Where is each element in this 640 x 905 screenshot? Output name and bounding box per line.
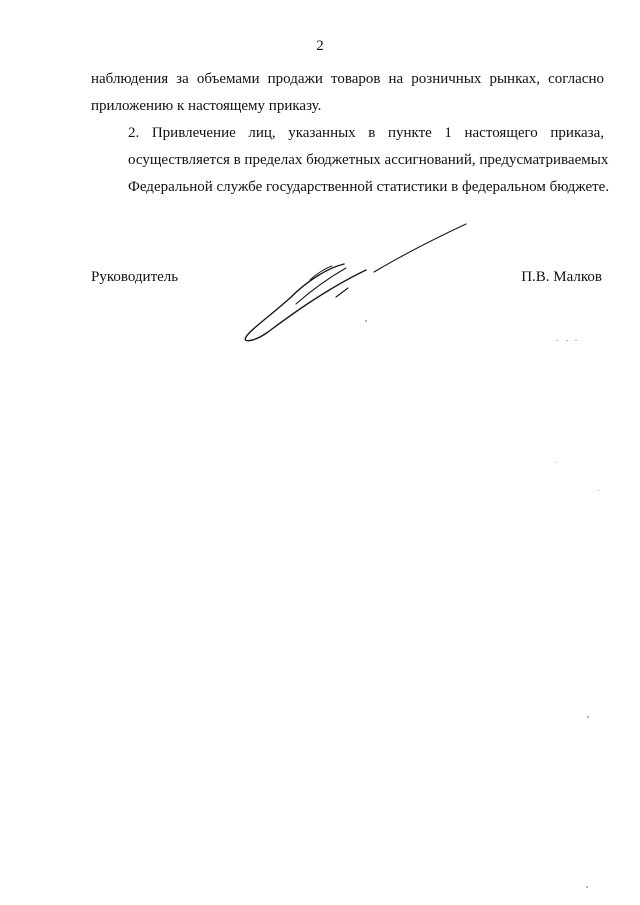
signature-stroke-inner-2 [336,288,348,297]
scan-speck [598,490,599,491]
signature-stroke-upper [374,224,466,272]
scan-speck [556,340,558,341]
paragraph-2-line-1: 2. Привлечение лиц, указанных в пункте 1 настоящего приказа, [128,125,604,141]
paragraph-2 [91,120,610,201]
scan-speck [365,320,367,322]
scan-speck [575,340,577,341]
paragraph-2-line-2: осуществляется в пределах бюджетных ассигнований, предусматриваемых [128,152,609,168]
signer-title: Руководитель [91,269,179,285]
paragraph-1-line-2: приложению к настоящему приказу. [91,98,322,114]
handwritten-signature [236,218,476,348]
signature-stroke-loop [245,264,366,341]
signer-name: П.В. Малков [521,269,602,285]
paragraph-2-line-3: Федеральной службе государственной статистики в федеральном бюджете. [128,179,610,195]
paragraph-1-line-1: наблюдения за объемами продажи товаров на розничных рынках, согласно [91,71,604,87]
page-number: 2 [316,38,324,54]
scan-speck [566,340,568,341]
paragraph-1 [91,66,604,120]
scan-speck [587,716,589,718]
scan-speck [586,886,588,888]
scan-speck [556,462,557,463]
